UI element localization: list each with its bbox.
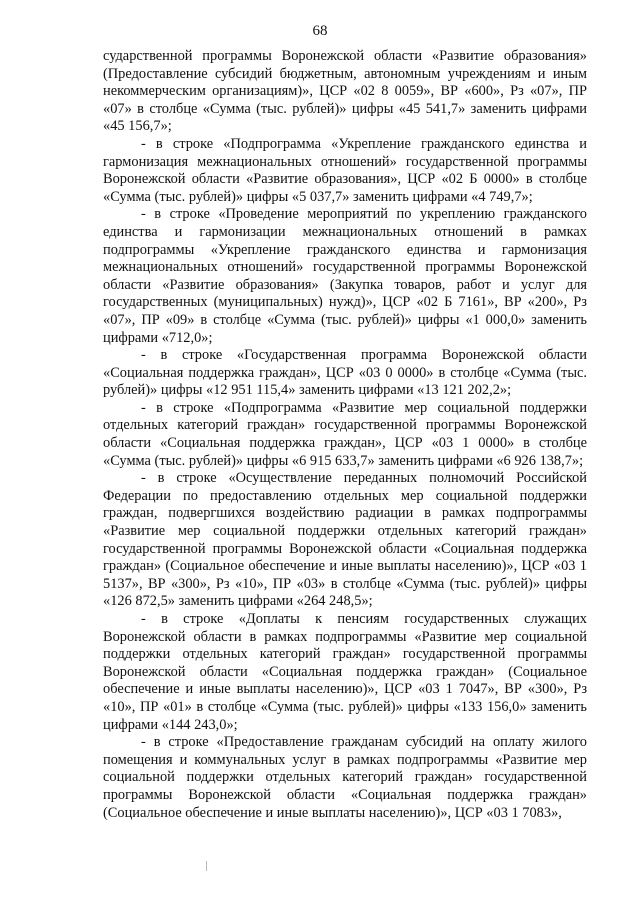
paragraph-item: - в строке «Предоставление гражданам субсидий на оплату жилого помещения и коммунальных услуг в рамках подпрограммы «Развитие мер социальной поддержки отдельных категорий граждан» государственной программы Воронежской области «Социальная поддержка граждан» (Социальное обеспечение и иные выплаты населению)», ЦСР «03 1 7083», [103,734,587,821]
paragraph-item: - в строке «Доплаты к пенсиям государственных служащих Воронежской области в рамках подпрограммы «Развитие мер социальной поддержки отдельных категорий граждан» государственной программы Воронежской области «Социальная поддержка граждан» (Социальное обеспечение и иные выплаты населению)», ЦСР «03 1 7047», ВР «300», Рз «10», ПР «01» в столбце «Сумма (тыс. рублей)» цифры «133 156,0» заменить цифрами «144 243,0»; [103,611,587,733]
paragraph-continuation: сударственной программы Воронежской области «Развитие образования» (Предоставление субсидий бюджетным, автономным учреждениям и иным некоммерческим организациям)», ЦСР «02 8 0059», ВР «600», Рз «07», ПР «07» в столбце «Сумма (тыс. рублей)» цифры «45 541,7» заменить цифрами «45 156,7»; [103,48,587,135]
paragraph-item: - в строке «Подпрограмма «Укрепление гражданского единства и гармонизация межнациональных отношений» государственной программы Воронежской области «Развитие образования», ЦСР «02 Б 0000» в столбце «Сумма (тыс. рублей)» цифры «5 037,7» заменить цифрами «4 749,7»; [103,135,587,205]
paragraph-item: - в строке «Осуществление переданных полномочий Российской Федерации по предоставлению отдельных мер социальной поддержки граждан, подвергшихся воздействию радиации в рамках подпрограммы «Развитие мер социальной поддержки отдельных категорий граждан» государственной программы Воронежской области «Социальная поддержка граждан» (Социальное обеспечение и иные выплаты населению)», ЦСР «03 1 5137», ВР «300», Рз «10», ПР «03» в столбце «Сумма (тыс. рублей)» цифры «126 872,5» заменить цифрами «264 248,5»; [103,470,587,610]
paragraph-item: - в строке «Государственная программа Воронежской области «Социальная поддержка граждан», ЦСР «03 0 0000» в столбце «Сумма (тыс. рублей)» цифры «12 951 115,4» заменить цифрами «13 121 202,2»; [103,347,587,399]
page-number: 68 [312,23,328,39]
document-body [103,48,587,822]
paragraph-item: - в строке «Подпрограмма «Развитие мер социальной поддержки отдельных категорий граждан» государственной программы Воронежской области «Социальная поддержка граждан», ЦСР «03 1 0000» в столбце «Сумма (тыс. рублей)» цифры «6 915 633,7» заменить цифрами «6 926 138,7»; [103,399,587,469]
scan-mark [206,861,210,871]
paragraph-item: - в строке «Проведение мероприятий по укреплению гражданского единства и гармонизации межнациональных отношений в рамках подпрограммы «Укрепление гражданского единства и гармонизация межнациональных отношений» государственной программы Воронежской области «Развитие образования» (Закупка товаров, работ и услуг для государственных (муниципальных) нужд)», ЦСР «02 Б 7161», ВР «200», Рз «07», ПР «09» в столбце «Сумма (тыс. рублей)» цифры «1 000,0» заменить цифрами «712,0»; [103,206,587,346]
